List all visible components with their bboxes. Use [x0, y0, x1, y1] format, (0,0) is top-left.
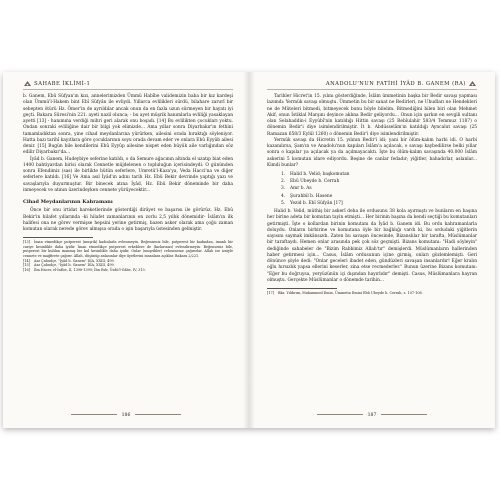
folio-rule	[71, 414, 117, 415]
footnote-number: [13]	[23, 240, 30, 245]
left-running-head	[23, 80, 233, 90]
footnote-number: [15]	[23, 263, 30, 268]
footnote-rule	[23, 237, 93, 238]
footnote-text: Bkz. Yıldırım, Muhammed Emin, Ümmetin Emini Ebû Ubeyde b. Cerrah, s. 107-108.	[278, 291, 423, 296]
list-item	[281, 171, 477, 178]
footnote-number: [17]	[267, 291, 274, 296]
right-folio	[249, 412, 495, 420]
left-page-number: 186	[121, 413, 131, 418]
left-paragraph-3: Önce bir onu irtidat hareketlerinde gösterdiği dirâyet ve başarısı ile görürüz. Hz. Ebû Bekir'in hilafet yıllarında -ki hilafet zamanlarının en zorlu 2,5 yıllık dönemidir- İslâm'ın ilk halifesi ona ne görev vermişse hepsini yerine getirmiş, bazen asker olarak ama çoğu zaman komutan olarak nerede görev almışsa orada o işin başarıyla üstesinden gelmiştir.	[23, 208, 233, 232]
left-paragraph-1: b. Ganem, Ebû Süfyan'ın kızı, annelerimizden Ümmü Habîbe validemizin baba bir kız kardeşi olan Ümmü'l-Hakem bint Ebî Süfyân ile evliydi. Yıllarca evlilikleri sürdü, bilahare zarurî bir sebepten ötürü Hz. Ömer'in de ayrıldılar ancak onun da en fazla uzun sürmeyen bir hayatı iyi geçti. Bakara Sûresi'nin 221. ayeti nazil olunca; - bu ayet müşrik hanımlarla evliliği yasaklayan ayetti [13] - hanımına verdiği mihri geri alarak onu boşadı. [14] Bu evlilikten çocukları yoktu. Ondan sonraki evliliğine dair bir bilgi yok elimizde... Ama yıllar sonra Diyarbakır'ın fethini tamamladıktan sonra, yine cihad meydanlarına yürürken, ailesini orada bıraktığı söyleniyor. Hatta bazı tarihî kayıtlara göre çocuklarının soyu orada devam eder ve onlara Ebû Eyyûb ailesi denir. [15] Bugün bile kendilerini Ebû Eyyûp ailesine nispet eden büyük aile varlığından söz edilir Diyarbakır'da...	[23, 94, 233, 156]
left-running-head-text: SAHABE İKLİMİ-1	[34, 81, 91, 87]
footnote-text: Azz Çahudçe, "İyâd b. Ganem" DİA, XXIII, 499.	[34, 263, 115, 268]
list-item	[281, 200, 477, 207]
commander-list	[281, 171, 477, 207]
list-text: Halid b. Velid; başkomutan	[290, 172, 350, 177]
footnote-17	[267, 291, 477, 296]
list-item	[281, 193, 477, 200]
footnote-16	[23, 268, 233, 273]
list-text: Ebû Ubeyde b. Cerrah	[290, 179, 340, 185]
folio-rule	[135, 414, 181, 415]
footnote-rule	[267, 288, 337, 289]
footnote-number: [14]	[23, 258, 30, 263]
list-item	[281, 185, 477, 192]
right-running-head-text: ANADOLU'NUN FATİHİ İYÂD B. GANEM (RA)	[325, 81, 466, 87]
right-paragraph-3: Halid b. Velid, müthiş bir askerî deha ile ordusunu 38 kola ayırmıştı ve bunların en başına her birine adeta bir komutan tayin etmişti... Her birinin başına da kendi seçtiği bu komutanları getirmişti. İşte o kollardan birinin komutanı da İyâd b. Ganem idi. Bu ordu kahramanlarla doluydu. Onların birbirine ve komutana öyle bir bağlılığı vardı ki, bu ordudaki yiğitlerin sayısını saymak imkânsızdı. Zaten bu savaşın öncesinde, Bizanslılar bir tarafta, Müslümanlar bir taraftaydı. Hemen onlar arasında pek çok söz geçmişti. Bizans komutanı: "Hadi söyleyin" dediğinde sahabeler de "Bizim Rabbimiz Allah'tır" demişlerdi. Müslümanların hallerinden haber getirmesi için... Casus, İslâm ordusunun içine girmiş, onları gözlemlemişti. Geri dönünce şöyle dedi: "Onlar geceleri ibadet eden, gündüzleri savaşan insanlardır! Eğer kralın oğlu hırsızlık yapsa ellerini keserler, zina etse recmederler." Bunun üzerine Bizans komutanı: "Eğer bu doğruysa, yeryüzünün içi dışından hayırlıdır" demişti. Casus, Müslümanlara hayran olmuştu. Gerçekte Müslümanlar o dönemde tarihin...	[267, 209, 477, 283]
list-number: 3.	[281, 186, 286, 192]
list-number: 1.	[281, 172, 286, 177]
left-page	[3, 72, 249, 428]
left-paragraph-2: İyâd b. Ganem, Hudeybiye seferine katıldı, o da Semure ağacının altında el uzatıp biat eden 1400 bahtiyardan birisi olarak Cennetle müjdelenen o topluluğun içerisindeydi. O gününden sonra Efendimiz (sas) ile birlikte bütün seferlere, Umretü'l-Kaza'ya, Veda Hacci'na ve diğer seferlere katıldı. [16] Ve Ama asıl İyâd'ın adını tarih Hz. Ebû Bekir devrinde yaptığı yazı ve savaşlarıyla duyurmuştur. Bir binecek atına İyâd, Hz. Ebû Bekir döneminde bir daha inmeyecek ve atının üzerindeyken cennete yürüyecektir...	[23, 156, 233, 193]
footnote-text: İbn Hacer, el-İsâbe, II, 1398-1399; İbn Esîr, Üsdü'l-Gâbe, IV, 313.	[34, 267, 146, 272]
list-number: 2.	[281, 179, 286, 185]
list-text: Şurahbil b. Hasene	[290, 193, 333, 199]
list-text: Amr b. As	[290, 186, 312, 192]
list-number: 4.	[281, 193, 286, 199]
footnote-text: İman etmedikçe putperest (muşrik) kadınlarla evlenmeyin. Beğenseniz bile, putperest bir kadından, imanlı bir cariye kesinlikle daha iyidir. İman etmedikçe putperest erkeklere de (kızlarınızı) evlendirmeyin. Beğenseniz bile, putperest bir kuldan inanmış bir kul kesinlikle daha iyidir. Onlar (muşrikler) cehenneme çağırırlar. Allah ise izniyle cennete ve mağfirete çağırır. Allah, düşünüp anlasınlar diye âyetlerini insanlara açıklar. Bakara 2/221.	[23, 240, 233, 259]
ornament-icon	[23, 80, 32, 87]
list-text: Yezid b. Ebî Süfyân [17]	[290, 200, 343, 206]
footnote-number: [16]	[23, 267, 30, 272]
right-page	[249, 72, 495, 428]
folio-rule	[381, 414, 427, 415]
right-paragraph-1: Tarihler Hicret'in 15. yılını gösterdiğinde, İslâm ümmetinin başka bir Bedir savaşı yapması lazımdı: Yermük savaşı olmuştu. Ümmetin bu bir sanat ne Bedirleri, ne Uhudları ne Hendekleri ne de Mûteleri bitmedi, bitmeyecek bunu böyle bilelim. Bitmediğini bilen biri olan Mehmet Akif, onun İstiklal Marşını deyince aklına Bedir geliyordu... Onun için şarkın en sevgili sultanı olan Selahaddin-i Eyyübî'nin katıldığı Hittin savaşı (25 Rebîulahir 583/4 Temmuz 1187) o dönemin Bedir'i diye isimlendirilmiştir. İt b. Abdüsselâm'ın katıldığı Ayncalut savaşı (25 Ramazan 658/3 Eylül 1260) o dönemin Bedir'i diye isimlendirilmiştir.	[267, 94, 477, 137]
right-paragraph-2: Yermük savaşı da Hicretin 15. yılının Bedir'i idi; yani bir ölüm-kalım harbi idi. O harbi kazanılırsa, Şam'ın ve Anadolu'nun kapıları İslâm'a açılacak, o savaşı kaybedilirse belki yıllar sonra o kapılar ya açılacak ya da açılmayacaktı. İşte bu ölüm-kalım savaşında 40.000 İslâm askerini 5 komutan idare ediyordu. Beşine de canlar fedadır; yiğitler, bahadırlar, aslanlar... Kimdi bunlar?	[267, 137, 477, 168]
right-running-head	[267, 80, 477, 90]
footnote-13	[23, 240, 233, 258]
open-book	[3, 72, 495, 428]
list-number: 5.	[281, 200, 286, 206]
left-folio	[3, 412, 249, 420]
right-page-number: 187	[367, 413, 377, 418]
section-title: Cihad Meydanlarının Kahramanı	[23, 199, 113, 205]
footnote-text: Azz Çahudçe, "İyâd b. Ganem" DİA, XXIII, 499.	[34, 258, 115, 263]
left-body	[23, 94, 233, 233]
right-body	[267, 94, 477, 284]
folio-rule	[317, 414, 363, 415]
list-item	[281, 178, 477, 185]
ornament-icon	[468, 80, 477, 87]
